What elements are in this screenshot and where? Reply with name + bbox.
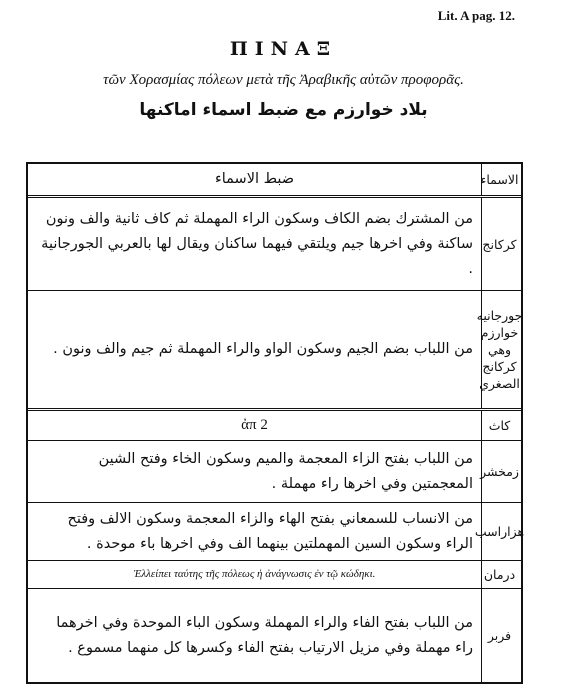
table-row [28, 198, 521, 291]
header-pronunciation: ضبط الاسماء [28, 164, 482, 195]
header-names: الاسماء [480, 172, 519, 187]
table-header-row [28, 164, 521, 198]
row-text: Ἐλλείπει ταύτης τῆς πόλεως ἡ ἀνάγνωσις ἐν τῷ κώδηκι. [133, 568, 376, 580]
subtitle-greek: τῶν Χορασμίας πόλεων μετὰ τῆς Ἀραβικῆς αὐτῶν προφορᾶς. [103, 72, 464, 88]
row-name: كاث [488, 418, 511, 433]
page-title: ΠΙΝΑΞ [229, 38, 338, 60]
row-name: هزاراسب [474, 524, 525, 539]
row-pronunciation [28, 291, 482, 408]
table-row [28, 291, 521, 411]
table-row [28, 411, 521, 441]
page-reference: Lit. A pag. 12. [437, 8, 515, 23]
row-name: فربر [487, 628, 512, 643]
table-row [28, 503, 525, 561]
row-name: جورجانيه خوارزم وهي كركانج الصغري [476, 308, 523, 391]
cities-table [26, 162, 523, 684]
row-text: من اللباب بفتح الزاء المعجمة والميم وسكون الخاء وفتح الشين المعجمتين وفي اخرها راء مهملة . [98, 450, 473, 492]
row-text: من اللباب بفتح الفاء والراء المهملة وسكون الباء الموحدة وفي اخرهما راء مهملة وفي مزيل الارتياب بفتح الفاء وكسرها كل منهما مسموع . [56, 614, 473, 656]
row-text: من الانساب للسمعاني بفتح الهاء والزاء المعجمة وسكون الالف وفتح الراء وسكون السين المهملتين بينهما الف وفي اخرها باء موحدة . [67, 510, 473, 552]
row-pronunciation [28, 411, 482, 440]
row-name: درمان [483, 567, 516, 582]
table-row [28, 561, 521, 589]
row-name: زمخشر [480, 464, 519, 479]
subtitle-arabic: بلاد خوارزم مع ضبط اسماء اماكنها [139, 100, 428, 120]
row-pronunciation [28, 503, 482, 560]
row-pronunciation [28, 561, 482, 588]
row-text: من المشترك بضم الكاف وسكون الراء المهملة ثم كاف ثانية والف ونون ساكنة وفي اخرها جيم ويلتقي فيهما ساكنان ويقال لها بالعربي الجورجانية . [41, 210, 473, 277]
table-row [28, 441, 521, 503]
row-text: من اللباب بضم الجيم وسكون الواو والراء المهملة ثم جيم والف ونون . [53, 341, 473, 357]
row-pronunciation [28, 441, 482, 502]
row-pronunciation [28, 198, 482, 290]
table-row [28, 589, 521, 682]
row-text: ἀπ 2 [241, 417, 268, 433]
row-pronunciation [28, 589, 482, 682]
row-name: كركانج [482, 236, 517, 252]
